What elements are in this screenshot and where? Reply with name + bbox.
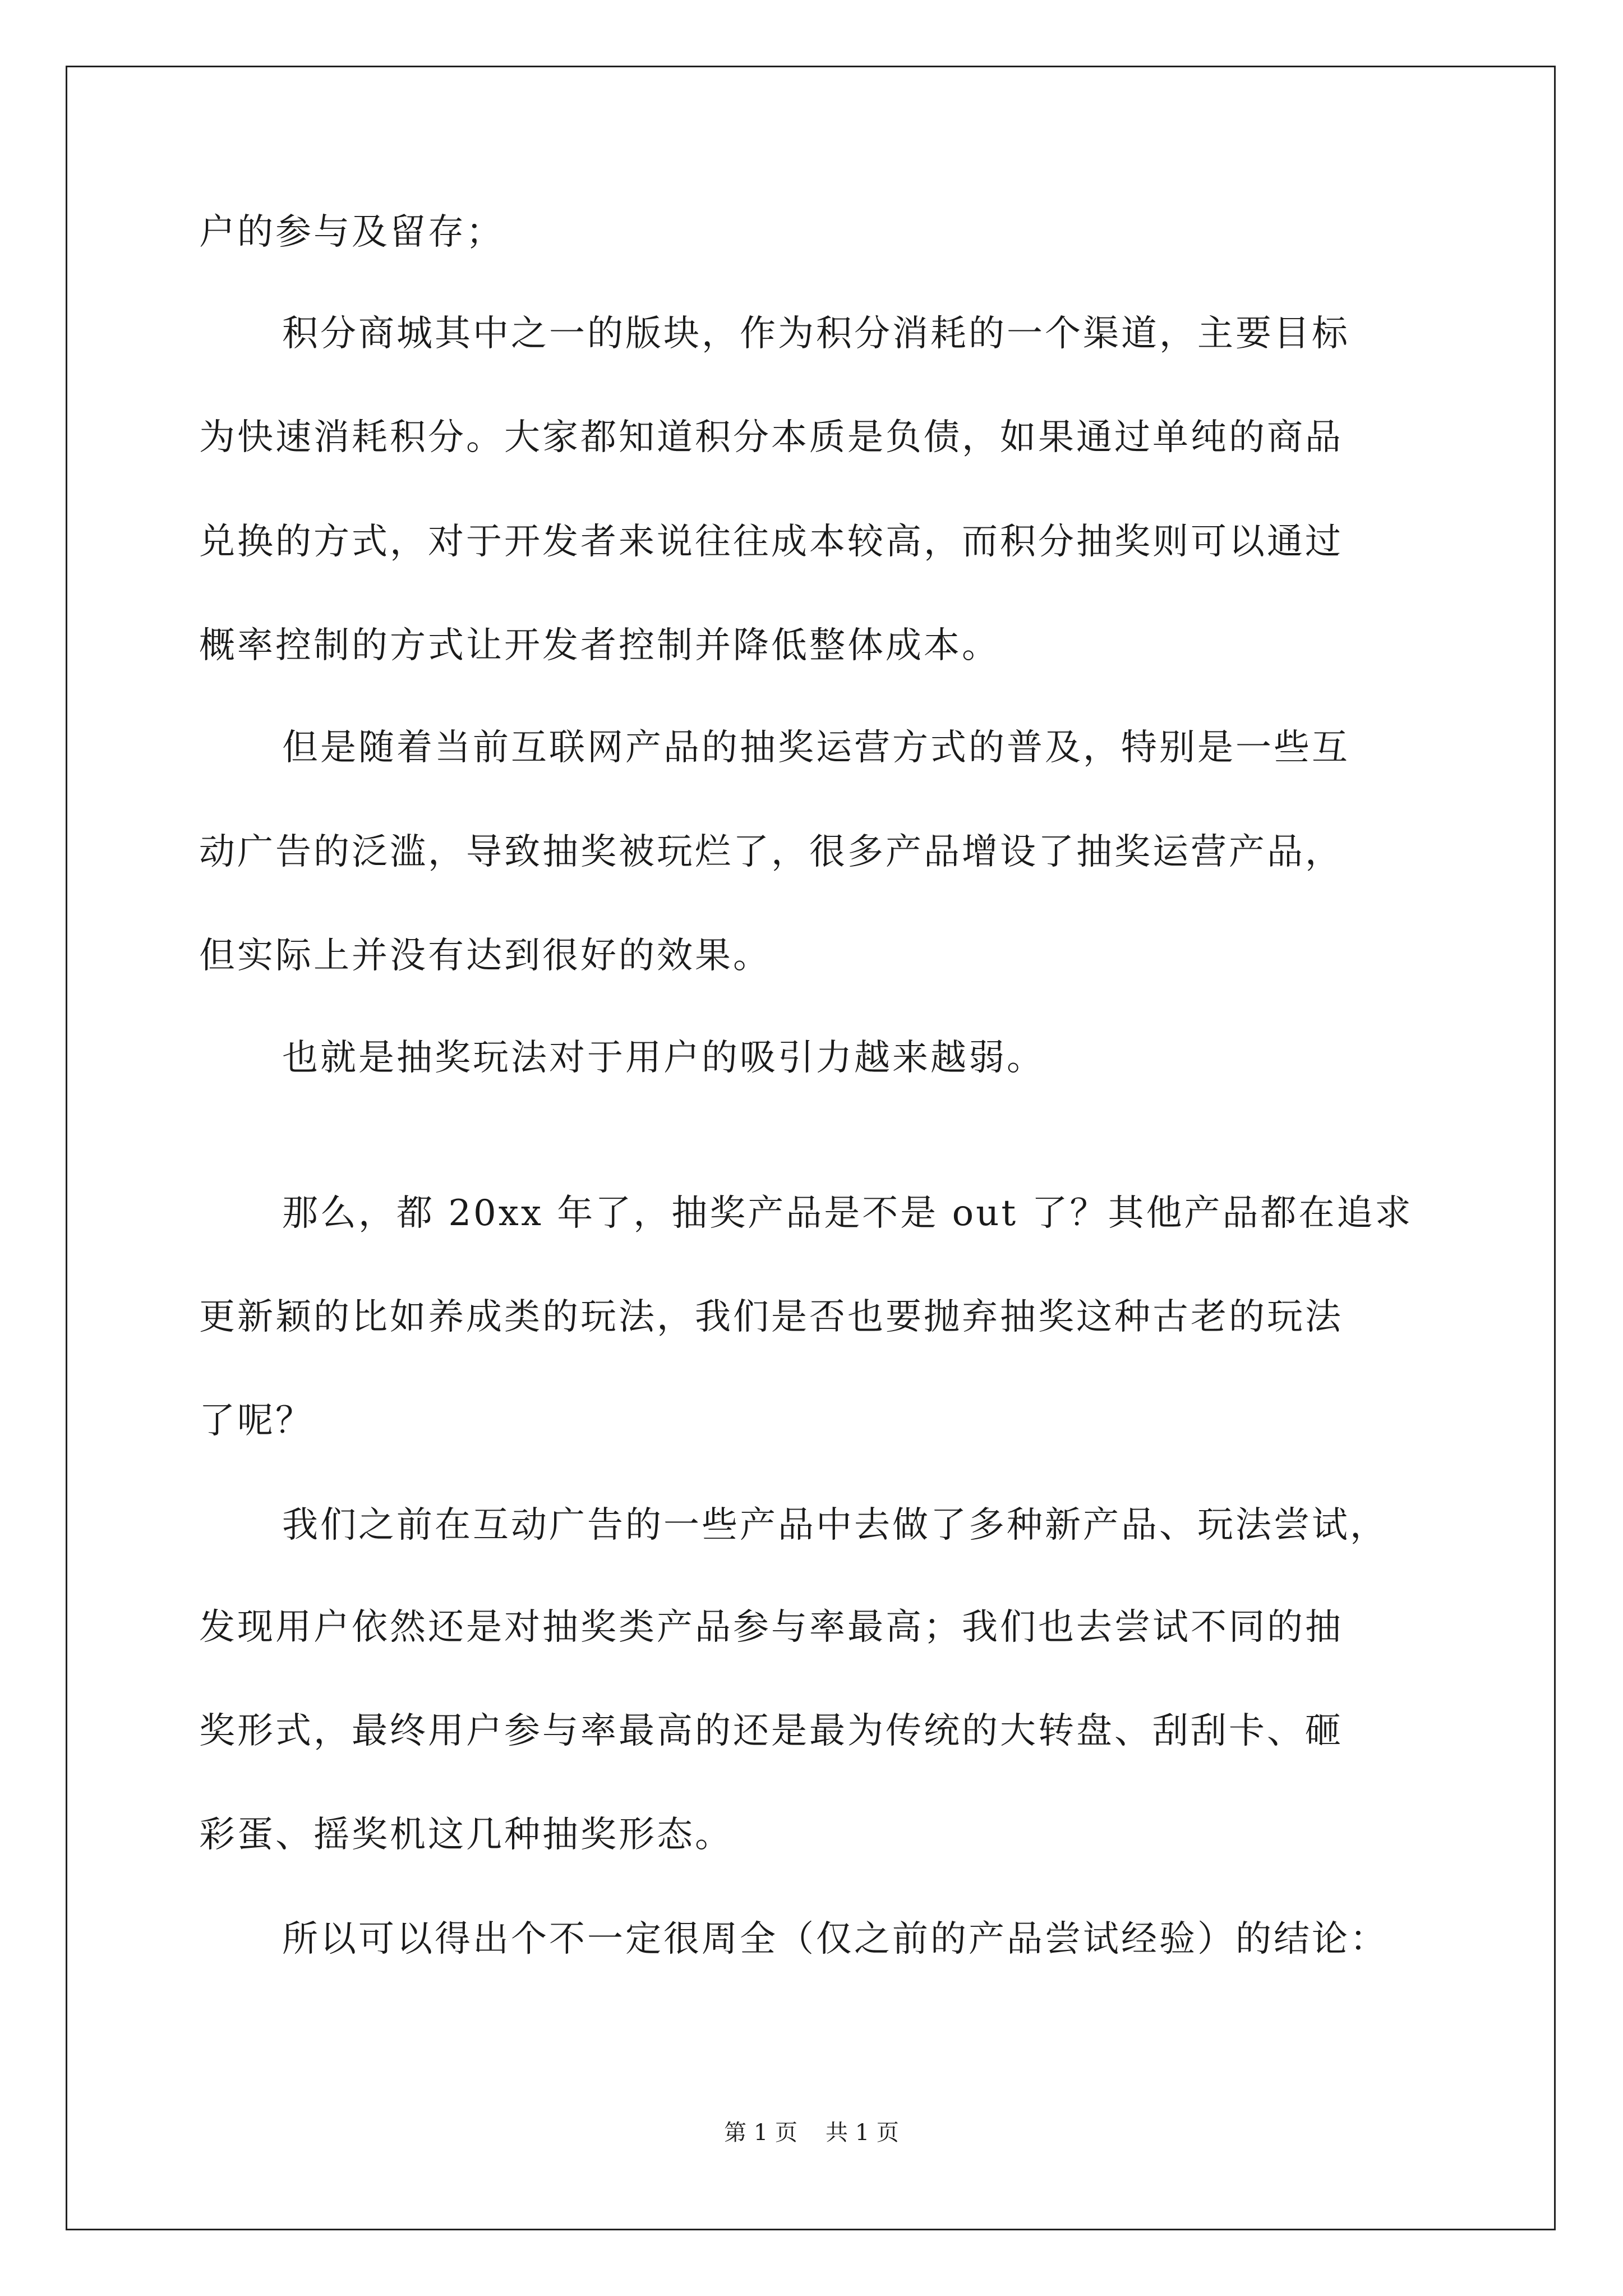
text-line: 奖形式，最终用户参与率最高的还是最为传统的大转盘、刮刮卡、砸 (199, 1710, 1343, 1752)
text-line: 发现用户依然还是对抽奖类产品参与率最高；我们也去尝试不同的抽 (199, 1607, 1343, 1648)
paragraph-first-line: 我们之前在互动广告的一些产品中去做了多种新产品、玩法尝试， (282, 1504, 1388, 1546)
paragraph-first-line: 也就是抽奖玩法对于用户的吸引力越来越弱。 (282, 1037, 1045, 1079)
page-number: 第 1 页 (724, 2120, 797, 2146)
text-line: 但实际上并没有达到很好的效果。 (199, 935, 771, 977)
text-line: 为快速消耗积分。大家都知道积分本质是负债，如果通过单纯的商品 (199, 417, 1343, 458)
page-footer (0, 2122, 1623, 2144)
paragraph-first-line: 但是随着当前互联网产品的抽奖运营方式的普及，特别是一些互 (282, 727, 1350, 769)
text-line: 了呢？ (199, 1400, 313, 1442)
page-total: 共 1 页 (826, 2120, 899, 2146)
text-line: 彩蛋、摇奖机这几种抽奖形态。 (199, 1814, 733, 1856)
text-line: 更新颖的比如养成类的玩法，我们是否也要抛弃抽奖这种古老的玩法 (199, 1296, 1343, 1338)
text-line: 概率控制的方式让开发者控制并降低整体成本。 (199, 625, 1000, 666)
page-border (66, 66, 1556, 2230)
text-line: 户的参与及留存； (199, 211, 504, 253)
paragraph-first-line: 所以可以得出个不一定很周全（仅之前的产品尝试经验）的结论： (282, 1918, 1388, 1960)
text-line: 动广告的泛滥，导致抽奖被玩烂了，很多产品增设了抽奖运营产品， (199, 831, 1343, 873)
paragraph-first-line: 积分商城其中之一的版块，作为积分消耗的一个渠道，主要目标 (282, 313, 1350, 355)
text-line: 兑换的方式，对于开发者来说往往成本较高，而积分抽奖则可以通过 (199, 521, 1343, 563)
paragraph-first-line: 那么，都 20xx 年了，抽奖产品是不是 out 了？其他产品都在追求 (282, 1193, 1413, 1234)
